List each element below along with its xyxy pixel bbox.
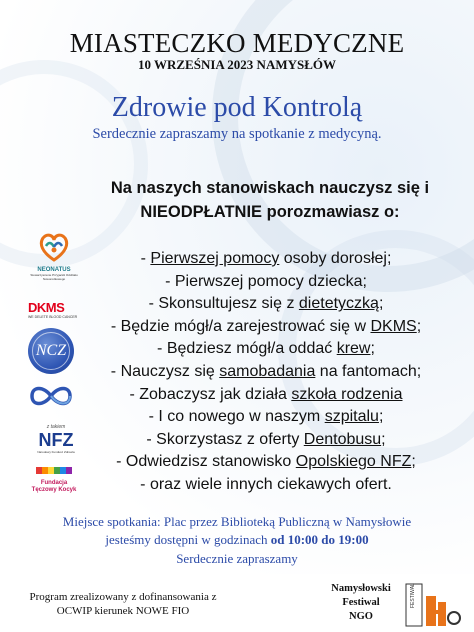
offer-item: - I co nowego w naszym szpitalu;: [148, 408, 384, 426]
heart-hands-icon: [37, 232, 71, 262]
funding-line: Program zrealizowany z dofinansowania z: [29, 591, 217, 603]
offer-item: - Skorzystasz z oferty Dentobusu;: [146, 430, 386, 448]
nfz-subtitle: Narodowy Fundusz Zdrowia: [37, 450, 75, 454]
svg-text:FESTIWAL: FESTIWAL: [410, 583, 416, 608]
offer-item: - Nauczysz się samobadania na fantomach;: [110, 362, 422, 380]
neonatus-name: NEONATUS: [37, 267, 71, 273]
organizer-line: NGO: [349, 611, 373, 622]
event-date-place: 10 WRZEŚNIA 2023 NAMYSŁÓW: [137, 57, 337, 72]
neonatus-logo: [30, 232, 78, 281]
kocyk-name-line: Fundacja: [40, 480, 68, 486]
offer-item: - Skonsultujesz się z dietetyczką;: [148, 295, 384, 313]
offer-item: - oraz wiele innych ciekawych ofert.: [140, 475, 392, 493]
hours-time: od 10:00 do 19:00: [270, 532, 369, 547]
offer-item: - Zobaczysz jak działa szkoła rodzenia: [129, 385, 403, 403]
meeting-place: [0, 514, 474, 530]
rainbow-blanket-icon: [30, 465, 78, 475]
ncz-ring: [32, 332, 70, 370]
nfz-logo: [28, 424, 84, 454]
ncz-circle-logo: [28, 328, 74, 374]
organizer-line: Namysłowski: [331, 583, 391, 594]
neonatus-subtitle: Stowarzyszenie Przyjaciół Oddziału Noworodkowego: [30, 273, 78, 281]
closing-invitation: Serdecznie zapraszamy: [176, 551, 298, 566]
kocyk-name-line: Tęczowy Kocyk: [31, 487, 77, 493]
nfz-name: NFZ: [38, 430, 74, 450]
organizer-line: Festiwal: [342, 597, 380, 608]
poster-title: MIASTECZKO MEDYCZNE: [69, 28, 405, 58]
offer-item: - Będzie mógł/a zarejestrować się w DKMS;: [110, 317, 422, 335]
ncz-letters: NCZ: [35, 342, 67, 359]
meeting-location: Plac przez Biblioteką Publiczną w Namysłowie: [163, 514, 412, 529]
offer-item: - Będziesz mógł/a oddać krew;: [157, 340, 375, 358]
intro-line: NIEODPŁATNIE porozmawiasz o:: [140, 203, 400, 221]
dkms-tagline: WE DELETE BLOOD CANCER: [28, 315, 78, 319]
intro-text: [72, 176, 468, 224]
festival-ngo-logo: [402, 582, 462, 628]
offer-item: - Odwiedzisz stanowisko Opolskiego NFZ;: [116, 453, 416, 471]
offer-list: [64, 248, 468, 497]
offer-item: - Pierwszej pomocy osoby dorosłej;: [140, 250, 392, 267]
headline: Zdrowie pod Kontrolą: [111, 92, 363, 123]
meeting-label: Miejsce spotkania:: [62, 514, 161, 529]
nfz-tagline: z takiem: [46, 424, 66, 430]
funding-note: [8, 590, 238, 618]
subtitle: Serdecznie zapraszamy na spotkanie z medycyną.: [92, 126, 382, 142]
kocyk-logo: [30, 462, 78, 494]
funding-line: OCWIP kierunek NOWE FIO: [56, 605, 190, 617]
opening-hours: [0, 532, 474, 548]
hours-text: jesteśmy dostępni w godzinach: [105, 532, 268, 547]
intro-line: Na naszych stanowiskach nauczysz się i: [110, 179, 430, 197]
dkms-logo: [28, 300, 82, 319]
offer-item: - Pierwszej pomocy dziecka;: [165, 272, 367, 290]
infinity-ribbon-icon: [26, 382, 76, 410]
organizer-name: [320, 582, 402, 624]
dkms-name: DKMS: [28, 300, 65, 315]
